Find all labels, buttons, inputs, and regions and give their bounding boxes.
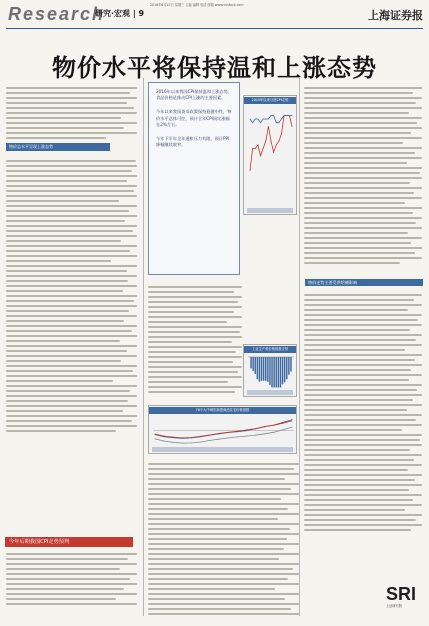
- series-line-1: [250, 115, 292, 122]
- bar: [263, 357, 264, 381]
- data-point: [265, 141, 266, 142]
- data-point: [273, 115, 274, 116]
- series-line-1: [155, 421, 292, 438]
- data-point: [268, 119, 269, 120]
- chart-ppi-area: [248, 355, 292, 388]
- left-text-top: [6, 84, 137, 139]
- data-point: [264, 426, 265, 427]
- cpi-line-chart: [248, 106, 294, 202]
- series-line-2: [155, 427, 292, 443]
- data-point: [273, 432, 274, 433]
- series-line-0: [155, 420, 292, 439]
- bar: [265, 357, 266, 381]
- bar: [278, 357, 279, 387]
- left-text-body: [6, 157, 137, 529]
- bar: [276, 357, 277, 387]
- data-point: [255, 435, 256, 436]
- data-point: [246, 436, 247, 437]
- chart-ppi: [243, 344, 297, 397]
- chart-housing: [148, 405, 297, 454]
- bar: [252, 357, 253, 371]
- data-point: [263, 119, 264, 120]
- data-point: [265, 119, 266, 120]
- bar: [273, 357, 274, 387]
- data-point: [263, 148, 264, 149]
- column-divider-right: [299, 78, 300, 616]
- sri-logo-mark: SRI: [386, 584, 417, 604]
- data-point: [164, 436, 165, 437]
- bar: [250, 357, 251, 368]
- data-point: [173, 437, 174, 438]
- bar: [290, 357, 291, 371]
- chart-housing-footer: [152, 447, 293, 452]
- chart-ppi-footer: [247, 390, 293, 395]
- chart-housing-area: [153, 416, 292, 445]
- data-point: [257, 144, 258, 145]
- data-point: [282, 422, 283, 423]
- ppi-bar-chart: [248, 355, 294, 390]
- highlight-paragraph-2: 今年以来我国货币政策保持稳健中性，物价水平总体可控，预计全年CPI同比涨幅在2%左右。: [156, 109, 232, 127]
- data-point: [250, 119, 251, 120]
- data-point: [237, 436, 238, 437]
- right-text-bottom: [304, 291, 422, 581]
- data-point: [273, 152, 274, 153]
- chart-cpi-footer: [247, 208, 293, 213]
- bar: [269, 357, 270, 385]
- section-heading-cpi-forecast: 今年后期我国CPI走势预判: [5, 537, 133, 547]
- section-heading-supply-side: 物价走势主要受供给侧影响: [305, 279, 423, 286]
- data-point: [292, 419, 293, 420]
- newspaper-name: 上海证券报: [368, 9, 423, 22]
- bar: [267, 357, 268, 382]
- chart-cpi-area: [248, 106, 292, 206]
- bar: [259, 357, 260, 382]
- data-point: [209, 435, 210, 436]
- data-point: [276, 122, 277, 123]
- section-heading-price-rise: 物价总水平呈现上涨态势: [6, 143, 110, 151]
- chart-cpi: [243, 95, 297, 215]
- data-point: [191, 437, 192, 438]
- bar: [282, 357, 283, 384]
- data-point: [278, 141, 279, 142]
- data-point: [182, 437, 183, 438]
- data-point: [260, 122, 261, 123]
- data-point: [276, 144, 277, 145]
- data-point: [155, 434, 156, 435]
- data-point: [155, 438, 156, 439]
- bar: [261, 357, 262, 381]
- chart-ppi-title: 工业生产者价格指数走势: [244, 346, 296, 353]
- data-point: [282, 429, 283, 430]
- data-point: [264, 433, 265, 434]
- data-point: [281, 133, 282, 134]
- data-point: [271, 115, 272, 116]
- data-point: [281, 119, 282, 120]
- article-title: 物价水平将保持温和上涨态势: [52, 53, 377, 82]
- middle-text-1: [148, 283, 242, 401]
- right-text-top: [304, 84, 422, 274]
- column-divider-left: [143, 78, 144, 616]
- data-point: [191, 442, 192, 443]
- data-point: [255, 148, 256, 149]
- sri-logo: [386, 585, 421, 618]
- data-point: [292, 427, 293, 428]
- section-label: 研究·宏观 | 9: [95, 9, 145, 18]
- highlight-paragraph-1: 2016年以来我国CPI保持温和上涨态势，食品价格是推动CPI上涨的主要因素。: [156, 89, 232, 101]
- chart-cpi-title: 2015年以来月度CPI走势: [244, 97, 296, 104]
- highlight-paragraph-3: 今年下半年全年通胀压力有限，预计PPI降幅继续收窄。: [156, 136, 230, 148]
- header-rule: [6, 28, 423, 29]
- left-text-bottom: [6, 550, 137, 616]
- data-point: [271, 141, 272, 142]
- bar: [280, 357, 281, 387]
- data-point: [250, 170, 251, 171]
- data-point: [182, 443, 183, 444]
- data-point: [268, 126, 269, 127]
- bar: [288, 357, 289, 375]
- data-point: [200, 436, 201, 437]
- data-point: [255, 119, 256, 120]
- middle-text-2: [148, 460, 299, 616]
- data-point: [246, 430, 247, 431]
- page-header: [0, 0, 429, 40]
- bar: [271, 357, 272, 387]
- header-meta: 2016年6月15日 星期三 主编 编辑 电话 邮箱 www.cnstock.com: [150, 3, 244, 7]
- data-point: [273, 425, 274, 426]
- bar: [255, 357, 256, 374]
- data-point: [284, 115, 285, 116]
- data-point: [164, 441, 165, 442]
- data-point: [173, 442, 174, 443]
- data-point: [286, 115, 287, 116]
- data-point: [255, 428, 256, 429]
- chart-housing-title: 70个大中城市新建商品住宅价格指数: [149, 407, 296, 414]
- data-point: [292, 126, 293, 127]
- data-point: [292, 420, 293, 421]
- data-point: [257, 119, 258, 120]
- bar: [257, 357, 258, 379]
- bar: [286, 357, 287, 379]
- data-point: [209, 440, 210, 441]
- sri-logo-text: 上证研究院: [386, 604, 402, 608]
- data-point: [278, 122, 279, 123]
- data-point: [200, 442, 201, 443]
- data-point: [218, 433, 219, 434]
- data-point: [218, 439, 219, 440]
- data-point: [282, 423, 283, 424]
- data-point: [228, 432, 229, 433]
- series-line-0: [250, 115, 292, 170]
- data-point: [228, 437, 229, 438]
- brand-title: Research: [8, 4, 106, 24]
- data-point: [252, 148, 253, 149]
- data-point: [289, 115, 290, 116]
- highlight-box: [148, 82, 240, 275]
- bar: [284, 357, 285, 382]
- data-point: [260, 155, 261, 156]
- data-point: [237, 431, 238, 432]
- housing-line-chart: [153, 416, 294, 447]
- data-point: [292, 115, 293, 116]
- data-point: [252, 122, 253, 123]
